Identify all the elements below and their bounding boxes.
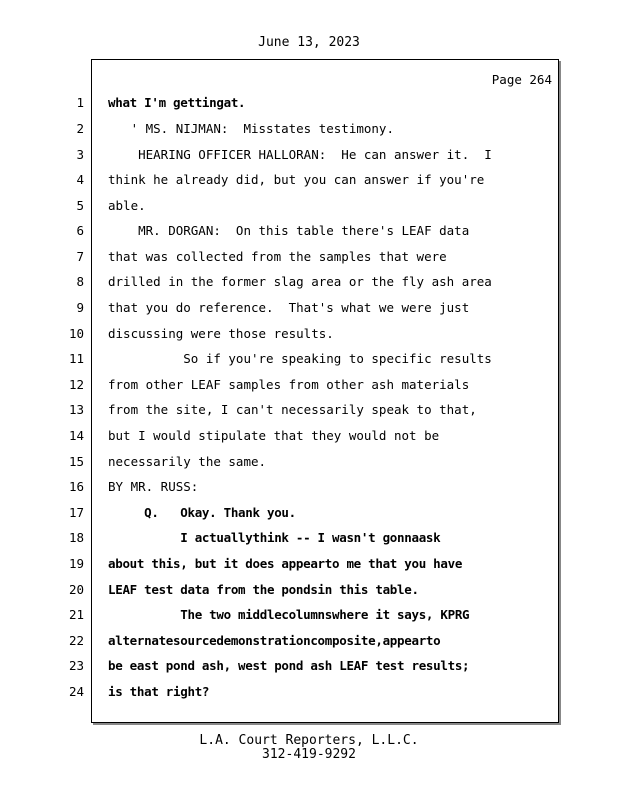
transcript-line: is that right?: [108, 684, 210, 699]
transcript-line: MR. DORGAN: On this table there's LEAF data: [108, 223, 470, 238]
transcript-line: necessarily the same.: [108, 454, 267, 469]
line-number: 12: [68, 377, 84, 392]
line-number: 5: [76, 198, 84, 213]
transcript-line: I actuallythink -- I wasn't gonnaask: [108, 530, 441, 545]
line-number: 22: [68, 633, 84, 648]
line-number: 1: [76, 95, 84, 110]
transcript-line: think he already did, but you can answer if you're: [108, 172, 485, 187]
transcript-line: discussing were those results.: [108, 326, 334, 341]
transcript-line: alternatesourcedemonstrationcomposite,appearto: [108, 633, 441, 648]
line-number: 19: [68, 556, 84, 571]
reporter-company: L.A. Court Reporters, L.L.C.: [199, 733, 419, 748]
reporter-phone: 312-419-9292: [262, 747, 356, 762]
transcript-line: what I'm gettingat.: [108, 95, 246, 110]
line-number: 23: [68, 658, 84, 673]
transcript-line: able.: [108, 198, 146, 213]
transcript-line: from the site, I can't necessarily speak to that,: [108, 402, 477, 417]
line-number: 20: [68, 582, 84, 597]
transcript-line: HEARING OFFICER HALLORAN: He can answer it. I: [108, 147, 492, 162]
line-number: 2: [76, 121, 84, 136]
line-number: 9: [76, 300, 84, 315]
transcript-line: be east pond ash, west pond ash LEAF test results;: [108, 658, 470, 673]
line-number: 15: [68, 454, 84, 469]
line-number: 14: [68, 428, 84, 443]
transcript-line: but I would stipulate that they would not be: [108, 428, 440, 443]
line-number: 3: [76, 147, 84, 162]
line-number: 10: [68, 326, 84, 341]
transcript-line: So if you're speaking to specific results: [108, 351, 492, 366]
line-number: 11: [68, 351, 84, 366]
transcript-line: that was collected from the samples that were: [108, 249, 447, 264]
transcript-date: June 13, 2023: [258, 35, 360, 50]
transcript-line: The two middlecolumnswhere it says, KPRG: [108, 607, 470, 622]
line-number: 4: [76, 172, 84, 187]
line-number: 7: [76, 249, 84, 264]
page-number: Page 264: [491, 72, 552, 87]
transcript-line: LEAF test data from the pondsin this table.: [108, 582, 419, 597]
transcript-line: drilled in the former slag area or the fly ash area: [108, 274, 492, 289]
transcript-line: Q. Okay. Thank you.: [108, 505, 296, 520]
transcript-line: from other LEAF samples from other ash materials: [108, 377, 470, 392]
line-number: 17: [68, 505, 84, 520]
transcript-line: about this, but it does appearto me that you have: [108, 556, 463, 571]
line-number: 13: [68, 402, 84, 417]
line-number: 18: [68, 530, 84, 545]
line-number: 6: [76, 223, 84, 238]
line-number: 24: [68, 684, 84, 699]
line-number: 21: [68, 607, 84, 622]
transcript-line: BY MR. RUSS:: [108, 479, 199, 494]
transcript-line: ' MS. NIJMAN: Misstates testimony.: [108, 121, 394, 136]
line-number: 16: [68, 479, 84, 494]
line-number: 8: [76, 274, 84, 289]
transcript-line: that you do reference. That's what we were just: [108, 300, 470, 315]
